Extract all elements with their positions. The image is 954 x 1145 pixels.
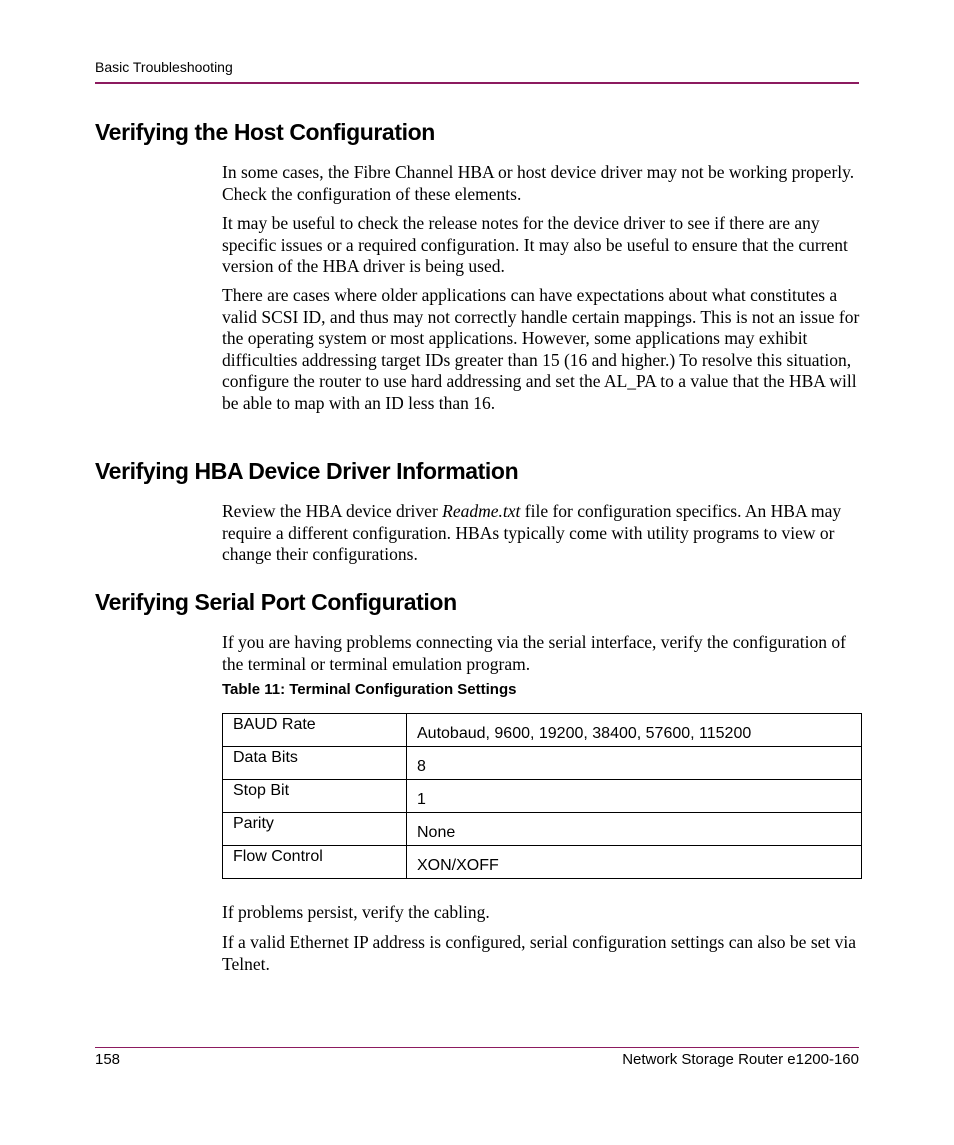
table-caption: Table 11: Terminal Configuration Settings (222, 681, 517, 698)
host-paragraph-2: It may be useful to check the release notes for the device driver to see if there are any specific issues or a required configuration. It may also be useful to ensure that the current version of the HBA driver is being used. (222, 213, 848, 276)
table-cell-value: None (407, 813, 862, 846)
readme-filename: Readme.txt (442, 501, 521, 521)
table-row (223, 813, 862, 846)
table-cell-value: 8 (407, 747, 862, 780)
table-row (223, 714, 862, 747)
host-paragraph-3: There are cases where older applications can have expectations about what constitutes a valid SCSI ID, and thus may not correctly handle certain mappings. This is not an issue for the operating system or most applications. However, some applications may exhibit difficulties addressing target IDs greater than 15 (16 and higher.) To resolve this situation, configure the router to use hard addressing and set the AL_PA to a value that the HBA will be able to map with an ID less than 16. (222, 285, 860, 413)
table-cell-label: BAUD Rate (223, 714, 407, 747)
table-cell-label: Parity (223, 813, 407, 846)
serial-after-paragraph-2: If a valid Ethernet IP address is configured, serial configuration settings can also be set via Telnet. (222, 932, 857, 974)
table-cell-value: Autobaud, 9600, 19200, 38400, 57600, 115200 (407, 714, 862, 747)
table-cell-label: Flow Control (223, 846, 407, 879)
header-rule (95, 82, 859, 84)
table-row (223, 780, 862, 813)
serial-after-paragraph-1: If problems persist, verify the cabling. (222, 902, 490, 922)
heading-serial-port: Verifying Serial Port Configuration (95, 589, 457, 615)
table-cell-label: Data Bits (223, 747, 407, 780)
table-row (223, 846, 862, 879)
serial-intro: If you are having problems connecting via the serial interface, verify the configuration of the terminal or terminal emulation program. (222, 632, 846, 674)
product-name: Network Storage Router e1200-160 (622, 1051, 859, 1068)
host-paragraph-1: In some cases, the Fibre Channel HBA or host device driver may not be working properly. Check the configuration of these elements. (222, 162, 855, 204)
heading-hba-driver: Verifying HBA Device Driver Information (95, 458, 519, 484)
footer-rule (95, 1047, 859, 1048)
table-row (223, 747, 862, 780)
heading-host-configuration: Verifying the Host Configuration (95, 119, 435, 145)
hba-paragraph (222, 501, 862, 566)
table-cell-value: 1 (407, 780, 862, 813)
hba-paragraph-text-1: Review the HBA device driver (222, 501, 443, 521)
table-cell-label: Stop Bit (223, 780, 407, 813)
hba-paragraph-text-2: file for configuration specifics. An HBA may require a different configuration. HBAs typically come with utility programs to view or change their configurations. (222, 501, 842, 564)
running-header: Basic Troubleshooting (95, 59, 233, 75)
terminal-settings-table (222, 713, 862, 879)
table-cell-value: XON/XOFF (407, 846, 862, 879)
page-number: 158 (95, 1051, 121, 1068)
